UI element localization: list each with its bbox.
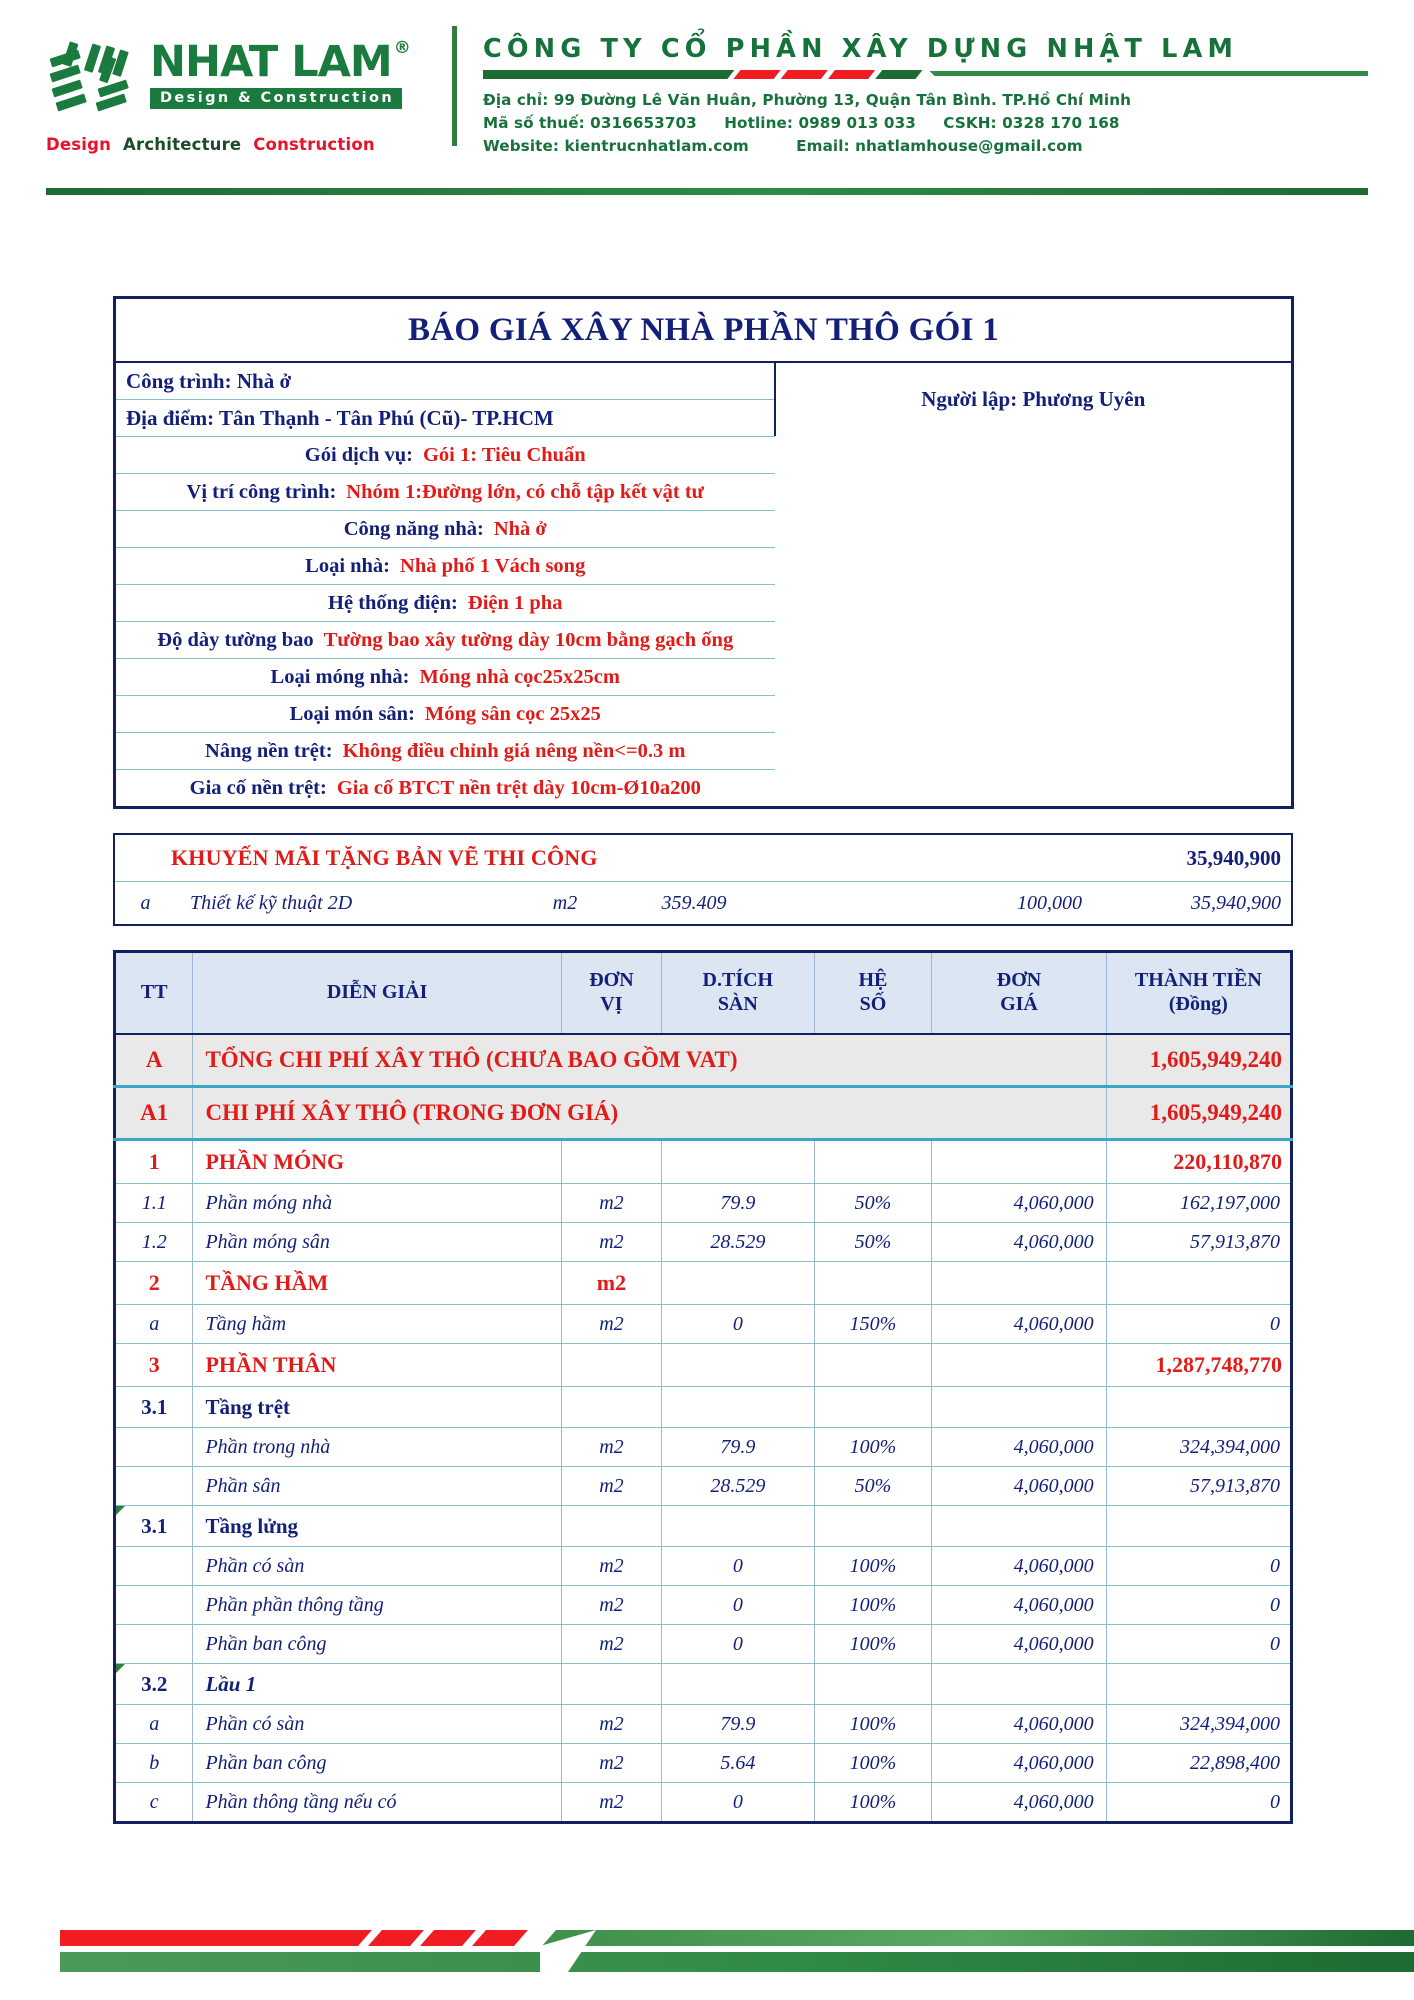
promo-name: Thiết kế kỹ thuật 2D — [176, 882, 506, 926]
spec-cell — [116, 436, 775, 473]
row-unit-price: 4,060,000 — [932, 1547, 1106, 1586]
row-code: 1.1 — [115, 1184, 193, 1223]
spec-row — [115, 436, 1293, 473]
page-footer — [0, 1902, 1414, 1972]
row-area: 0 — [662, 1783, 815, 1823]
page-title: BÁO GIÁ XÂY NHÀ PHẦN THÔ GÓI 1 — [407, 311, 1000, 348]
row-amount: 324,394,000 — [1106, 1705, 1291, 1744]
preparer-cell — [775, 362, 1293, 436]
promo-coef-empty — [764, 882, 896, 926]
header-divider — [452, 26, 457, 146]
row-description: Phần có sàn — [193, 1547, 561, 1586]
row-amount: 0 — [1106, 1547, 1291, 1586]
spec-cell — [116, 769, 775, 806]
promo-total: 35,940,900 — [1092, 882, 1292, 926]
table-row — [115, 1783, 1292, 1823]
row-code: 1 — [115, 1140, 193, 1184]
col-coefficient: HỆ SỐ — [814, 952, 932, 1035]
row-area: 0 — [662, 1305, 815, 1344]
page-header — [0, 0, 1414, 196]
row-area — [662, 1344, 815, 1387]
row-coefficient: 100% — [814, 1586, 932, 1625]
row-description: Phần sân — [193, 1467, 561, 1506]
row-code: a — [115, 1705, 193, 1744]
spec-row — [115, 621, 1293, 658]
table-row — [115, 1140, 1292, 1184]
table-row — [115, 1506, 1292, 1547]
spec-label: Công năng nhà: — [343, 518, 484, 540]
row-coefficient: 100% — [814, 1744, 932, 1783]
row-code: 3.1 — [115, 1506, 193, 1547]
row-coefficient: 100% — [814, 1428, 932, 1467]
row-description: Phần ban công — [193, 1744, 561, 1783]
row-description: Tầng trệt — [193, 1387, 561, 1428]
spec-row — [115, 510, 1293, 547]
spec-label: Gói dịch vụ: — [304, 444, 413, 466]
row-unit: m2 — [561, 1305, 661, 1344]
row-code — [115, 1467, 193, 1506]
row-unit: m2 — [561, 1262, 661, 1305]
spec-value: Móng nhà cọc25x25cm — [419, 666, 620, 688]
table-body — [115, 1034, 1292, 1823]
col-description: DIỄN GIẢI — [193, 952, 561, 1035]
row-coefficient: 100% — [814, 1783, 932, 1823]
email-label: Email: — [796, 137, 850, 156]
row-amount: 162,197,000 — [1106, 1184, 1291, 1223]
row-description: Phần thông tầng nếu có — [193, 1783, 561, 1823]
spec-row — [115, 584, 1293, 621]
row-unit — [561, 1506, 661, 1547]
spec-value: Điện 1 pha — [467, 592, 563, 614]
tagline-construction: Construction — [253, 135, 375, 154]
row-description: TẦNG HẦM — [193, 1262, 561, 1305]
table-header-row — [115, 952, 1292, 1035]
pinwheel-logo-icon — [46, 38, 138, 126]
website-value[interactable]: kientrucnhatlam.com — [564, 137, 749, 156]
address-value: 99 Đường Lê Văn Huân, Phường 13, Quận Tân Bình. TP.Hồ Chí Minh — [553, 91, 1132, 109]
row-amount — [1106, 1262, 1291, 1305]
row-unit: m2 — [561, 1586, 661, 1625]
preparer-label: Người lập: — [921, 387, 1018, 411]
spec-value: Móng sân cọc 25x25 — [424, 703, 601, 725]
row-amount: 1,605,949,240 — [1106, 1087, 1291, 1140]
spec-cell — [116, 695, 775, 732]
row-unit: m2 — [561, 1744, 661, 1783]
spec-label: Vị trí công trình: — [186, 481, 337, 503]
row-coefficient — [814, 1344, 932, 1387]
row-code: A1 — [115, 1087, 193, 1140]
registered-icon: ® — [393, 37, 410, 58]
promo-unit: m2 — [506, 882, 624, 926]
table-row — [115, 1467, 1292, 1506]
row-coefficient — [814, 1140, 932, 1184]
spec-value: Nhà phố 1 Vách song — [400, 555, 586, 577]
row-code — [115, 1547, 193, 1586]
spec-row — [115, 769, 1293, 808]
spec-cell — [116, 621, 775, 658]
row-area: 28.529 — [662, 1467, 815, 1506]
row-coefficient: 50% — [814, 1184, 932, 1223]
spec-cell — [116, 584, 775, 621]
row-coefficient: 100% — [814, 1547, 932, 1586]
spec-label: Gia cố nền trệt: — [189, 777, 327, 799]
row-unit-price: 4,060,000 — [932, 1184, 1106, 1223]
row-description: Phần có sàn — [193, 1705, 561, 1744]
row-amount: 57,913,870 — [1106, 1223, 1291, 1262]
project-cell — [115, 362, 775, 400]
col-unit: ĐƠN VỊ — [561, 952, 661, 1035]
row-code: a — [115, 1305, 193, 1344]
spec-value: Không điều chỉnh giá nêng nền<=0.3 m — [342, 740, 686, 762]
tagline-architecture: Architecture — [123, 135, 242, 154]
table-row — [115, 1586, 1292, 1625]
table-row — [115, 1087, 1292, 1140]
row-coefficient — [814, 1387, 932, 1428]
row-coefficient — [814, 1664, 932, 1705]
table-row — [115, 1262, 1292, 1305]
project-value: Nhà ở — [236, 368, 292, 393]
company-address-line — [483, 89, 1368, 112]
row-unit-price: 4,060,000 — [932, 1223, 1106, 1262]
row-coefficient — [814, 1262, 932, 1305]
logo-wordmark: NHAT LAM ® — [150, 37, 410, 87]
row-coefficient: 100% — [814, 1705, 932, 1744]
row-description: PHẦN THÂN — [193, 1344, 561, 1387]
row-description: Phần ban công — [193, 1625, 561, 1664]
cskh-label: CSKH: — [943, 114, 997, 133]
project-label: Công trình: — [126, 368, 232, 393]
row-unit: m2 — [561, 1783, 661, 1823]
cskh-value: 0328 170 168 — [1002, 114, 1120, 133]
company-tax-hotline-line — [483, 112, 1368, 135]
spec-value: Gói 1: Tiêu Chuẩn — [422, 444, 586, 466]
promo-area: 359.409 — [624, 882, 764, 926]
row-unit: m2 — [561, 1625, 661, 1664]
row-amount — [1106, 1506, 1291, 1547]
row-amount: 220,110,870 — [1106, 1140, 1291, 1184]
spec-value: Gia cố BTCT nền trệt dày 10cm-Ø10a200 — [336, 777, 701, 799]
row-amount: 22,898,400 — [1106, 1744, 1291, 1783]
table-row — [115, 1034, 1292, 1087]
spec-cell — [116, 732, 775, 769]
row-code — [115, 1586, 193, 1625]
row-amount: 1,605,949,240 — [1106, 1034, 1291, 1087]
table-row — [115, 1223, 1292, 1262]
spec-label: Hệ thống điện: — [328, 592, 458, 614]
row-code: b — [115, 1744, 193, 1783]
spec-rows — [115, 436, 1293, 808]
table-row — [115, 1705, 1292, 1744]
promo-code: a — [114, 882, 176, 926]
row-amount — [1106, 1387, 1291, 1428]
cost-breakdown-table — [113, 950, 1293, 1824]
company-name: CÔNG TY CỔ PHẦN XÂY DỰNG NHẬT LAM — [483, 34, 1239, 64]
row-description: Phần phần thông tầng — [193, 1586, 561, 1625]
row-amount: 0 — [1106, 1625, 1291, 1664]
row-unit-price — [932, 1262, 1106, 1305]
row-unit-price — [932, 1140, 1106, 1184]
location-value: Tân Thạnh - Tân Phú (Cũ)- TP.HCM — [218, 405, 554, 430]
row-description: Phần móng sân — [193, 1223, 561, 1262]
company-info — [483, 22, 1368, 158]
row-code — [115, 1428, 193, 1467]
row-area: 28.529 — [662, 1223, 815, 1262]
spec-cell — [116, 547, 775, 584]
table-row — [115, 1428, 1292, 1467]
spec-label: Nâng nền trệt: — [205, 740, 333, 762]
location-label: Địa điểm: — [126, 405, 215, 430]
row-code — [115, 1625, 193, 1664]
row-coefficient: 50% — [814, 1223, 932, 1262]
spec-row — [115, 732, 1293, 769]
tax-value: 0316653703 — [590, 114, 697, 133]
hotline-value: 0989 013 033 — [798, 114, 916, 133]
logo-tagline — [46, 135, 446, 154]
row-amount: 0 — [1106, 1305, 1291, 1344]
row-area — [662, 1387, 815, 1428]
spec-row — [115, 695, 1293, 732]
spec-value: Tường bao xây tường dày 10cm bằng gạch ống — [323, 629, 734, 651]
header-bottom-rule — [46, 188, 1368, 195]
row-unit-price — [932, 1506, 1106, 1547]
row-area: 79.9 — [662, 1428, 815, 1467]
row-amount: 0 — [1106, 1783, 1291, 1823]
row-unit-price: 4,060,000 — [932, 1783, 1106, 1823]
row-unit-price: 4,060,000 — [932, 1705, 1106, 1744]
spec-label: Loại nhà: — [305, 555, 391, 577]
row-unit-price: 4,060,000 — [932, 1305, 1106, 1344]
row-coefficient: 50% — [814, 1467, 932, 1506]
row-unit-price: 4,060,000 — [932, 1467, 1106, 1506]
row-code: A — [115, 1034, 193, 1087]
tagline-design: Design — [46, 135, 112, 154]
row-description: Tầng lửng — [193, 1506, 561, 1547]
table-row — [115, 1625, 1292, 1664]
row-unit: m2 — [561, 1705, 661, 1744]
table-row — [115, 1387, 1292, 1428]
hotline-label: Hotline: — [724, 114, 794, 133]
row-unit-price: 4,060,000 — [932, 1625, 1106, 1664]
row-area: 79.9 — [662, 1705, 815, 1744]
spec-row — [115, 547, 1293, 584]
row-area: 0 — [662, 1625, 815, 1664]
row-coefficient — [814, 1506, 932, 1547]
row-unit: m2 — [561, 1184, 661, 1223]
col-tt: TT — [115, 952, 193, 1035]
spec-cell — [116, 658, 775, 695]
row-unit-price — [932, 1387, 1106, 1428]
col-amount: THÀNH TIỀN (Đồng) — [1106, 952, 1291, 1035]
quotation-sheet — [113, 296, 1293, 1824]
row-code: c — [115, 1783, 193, 1823]
row-unit — [561, 1344, 661, 1387]
website-label: Website: — [483, 137, 560, 156]
table-row — [115, 1744, 1292, 1783]
row-unit: m2 — [561, 1547, 661, 1586]
row-unit-price — [932, 1664, 1106, 1705]
row-unit: m2 — [561, 1223, 661, 1262]
row-area — [662, 1506, 815, 1547]
logo-subtitle: Design & Construction — [150, 88, 402, 109]
row-unit-price: 4,060,000 — [932, 1586, 1106, 1625]
col-floor-area: D.TÍCH SÀN — [662, 952, 815, 1035]
header-stripe-decoration — [483, 69, 1368, 82]
address-label: Địa chỉ: — [483, 91, 549, 109]
promo-title: KHUYẾN MÃI TẶNG BẢN VẼ THI CÔNG — [171, 845, 598, 870]
doc-title-row — [115, 298, 1293, 363]
spec-row — [115, 658, 1293, 695]
promotion-table — [113, 833, 1293, 926]
company-web-email-line — [483, 135, 1368, 158]
spec-label: Loại món sân: — [289, 703, 415, 725]
spec-value: Nhóm 1:Đường lớn, có chỗ tập kết vật tư — [346, 481, 704, 503]
row-area — [662, 1262, 815, 1305]
row-area: 5.64 — [662, 1744, 815, 1783]
row-amount: 0 — [1106, 1586, 1291, 1625]
table-row — [115, 1547, 1292, 1586]
row-description: PHẦN MÓNG — [193, 1140, 561, 1184]
row-area: 0 — [662, 1586, 815, 1625]
table-row — [115, 1664, 1292, 1705]
row-description: TỔNG CHI PHÍ XÂY THÔ (CHƯA BAO GỒM VAT) — [193, 1034, 1106, 1087]
row-amount: 324,394,000 — [1106, 1428, 1291, 1467]
preparer-value: Phương Uyên — [1022, 387, 1146, 411]
row-code: 3 — [115, 1344, 193, 1387]
row-area: 0 — [662, 1547, 815, 1586]
row-unit: m2 — [561, 1467, 661, 1506]
promo-title-row — [114, 834, 1292, 882]
row-unit — [561, 1140, 661, 1184]
spec-row — [115, 473, 1293, 510]
table-row — [115, 1344, 1292, 1387]
row-unit-price — [932, 1344, 1106, 1387]
row-amount: 57,913,870 — [1106, 1467, 1291, 1506]
tax-label: Mã số thuế: — [483, 114, 585, 133]
promo-amount: 35,940,900 — [1186, 845, 1282, 870]
company-logo — [46, 22, 446, 154]
row-description: Phần móng nhà — [193, 1184, 561, 1223]
spec-cell — [116, 510, 775, 547]
row-code: 3.1 — [115, 1387, 193, 1428]
row-code: 1.2 — [115, 1223, 193, 1262]
footer-stripe-decoration — [0, 1902, 1414, 1972]
spec-label: Loại móng nhà: — [270, 666, 410, 688]
col-unit-price: ĐƠN GIÁ — [932, 952, 1106, 1035]
row-area — [662, 1140, 815, 1184]
promo-detail-row — [114, 882, 1292, 926]
email-value[interactable]: nhatlamhouse@gmail.com — [855, 137, 1083, 156]
row-area — [662, 1664, 815, 1705]
row-unit — [561, 1664, 661, 1705]
promo-price: 100,000 — [896, 882, 1092, 926]
row-coefficient: 100% — [814, 1625, 932, 1664]
row-unit-price: 4,060,000 — [932, 1428, 1106, 1467]
spec-value: Nhà ở — [493, 518, 547, 540]
table-row — [115, 1305, 1292, 1344]
row-description: CHI PHÍ XÂY THÔ (TRONG ĐƠN GIÁ) — [193, 1087, 1106, 1140]
project-info-table — [113, 296, 1294, 809]
project-row — [115, 362, 1293, 400]
spec-label: Độ dày tường bao — [157, 629, 314, 651]
row-unit: m2 — [561, 1428, 661, 1467]
row-coefficient: 150% — [814, 1305, 932, 1344]
row-amount: 1,287,748,770 — [1106, 1344, 1291, 1387]
spec-cell — [116, 473, 775, 510]
row-description: Lầu 1 — [193, 1664, 561, 1705]
row-area: 79.9 — [662, 1184, 815, 1223]
row-code: 3.2 — [115, 1664, 193, 1705]
row-amount — [1106, 1664, 1291, 1705]
row-unit — [561, 1387, 661, 1428]
row-unit-price: 4,060,000 — [932, 1744, 1106, 1783]
row-description: Phần trong nhà — [193, 1428, 561, 1467]
table-row — [115, 1184, 1292, 1223]
row-code: 2 — [115, 1262, 193, 1305]
row-description: Tầng hầm — [193, 1305, 561, 1344]
location-cell — [115, 400, 775, 437]
